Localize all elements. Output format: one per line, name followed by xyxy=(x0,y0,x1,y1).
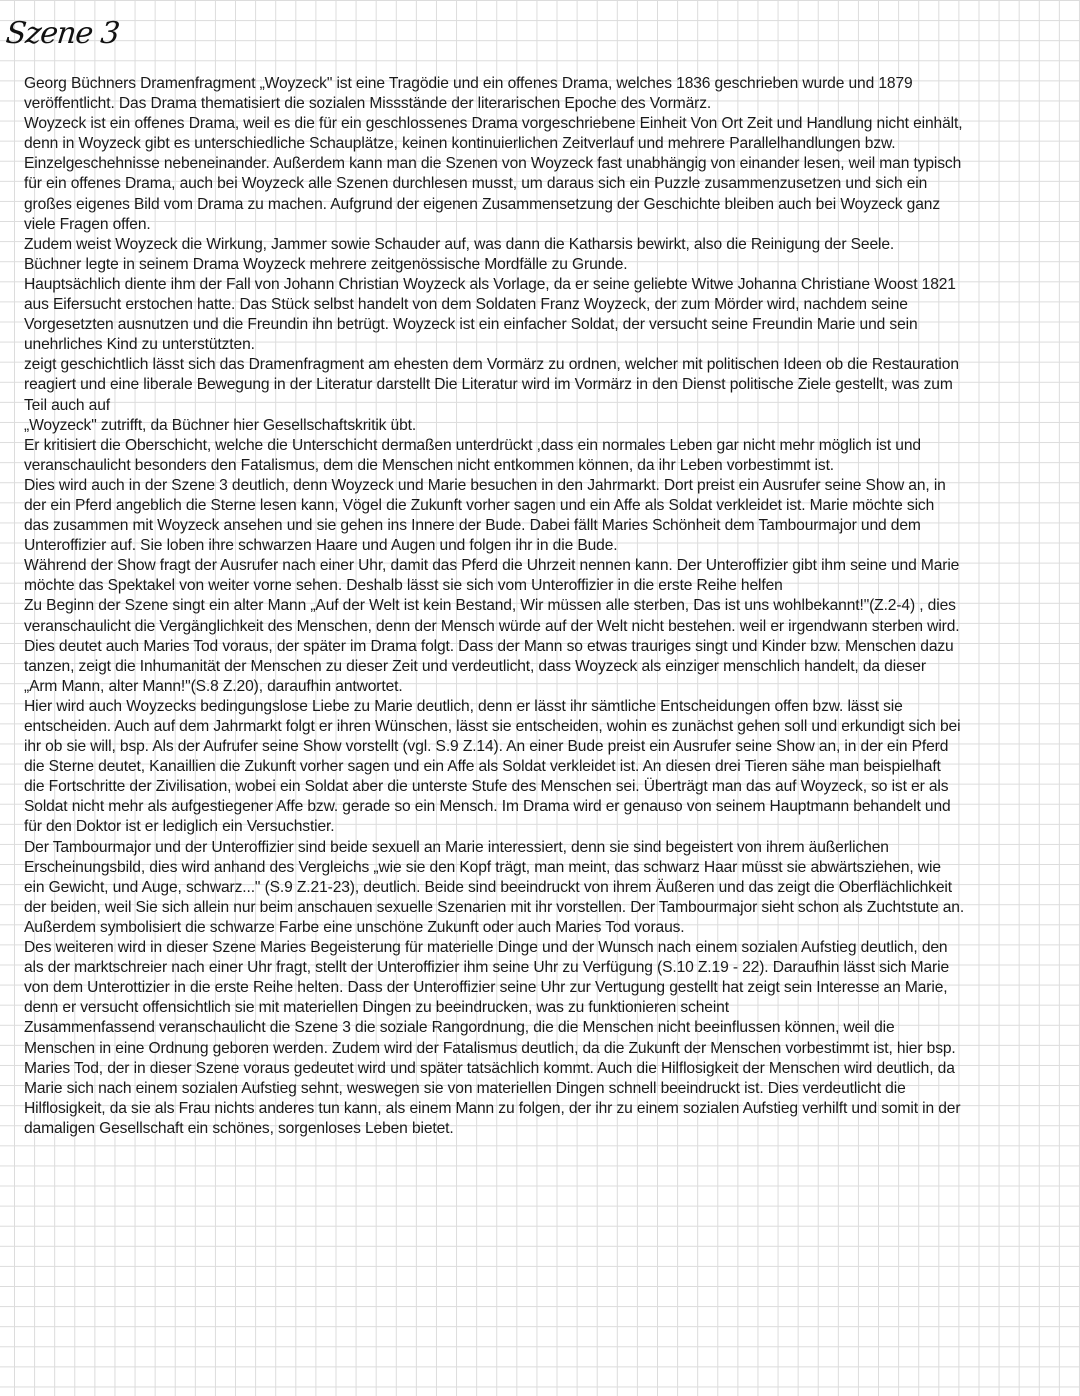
text-line: veranschaulicht besonders den Fatalismus, dem die Menschen nicht entkommen können, da ihr Leben vorbestimmt ist. xyxy=(24,456,834,474)
text-line: Teil auch auf xyxy=(24,396,110,414)
text-line: Erscheinungsbild, dies wird anhand des Vergleichs „wie sie den Kopf trägt, man meint, das schwarz Haar müsst sie abwärtsziehen, wie xyxy=(24,858,941,876)
text-line: denn er versucht offensichtlich sie mit materiellen Dingen zu beeindrucken, was zu funktionieren scheint xyxy=(24,999,729,1017)
text-line: Während der Show fragt der Ausrufer nach einer Uhr, damit das Pferd die Uhrzeit nennen kann. Der Unteroffizier gibt ihm seine und Marie xyxy=(24,557,960,575)
text-line: Woyzeck ist ein offenes Drama, weil es die für ein geschlossenes Drama vorgeschriebene Einheit Von Ort Zeit und Handlung nicht einhält, xyxy=(24,115,963,133)
text-line: Marie sich nach einem sozialen Aufstieg sehnt, weswegen sie von materiellen Dingen schnell beeindruckt ist. Dies verdeutlicht die xyxy=(24,1079,906,1097)
text-line: Vorgesetzten ausnutzen und die Freundin ihn betrügt. Woyzeck ist ein einfacher Soldat, der versucht seine Freundin Marie und sein xyxy=(24,316,918,334)
text-line: veröffentlicht. Das Drama thematisiert die sozialen Missstände der literarischen Epoche des Vormärz. xyxy=(24,95,712,113)
text-line: Dies wird auch in der Szene 3 deutlich, denn Woyzeck und Marie besuchen in den Jahrmarkt. Dort preist ein Ausrufer seine Show an, in xyxy=(24,476,946,494)
text-line: großes eigenes Bild vom Drama zu machen. Aufgrund der eigenen Zusammensetzung der Geschichte bleiben auch bei Woyzeck ganz xyxy=(24,195,941,213)
text-line: für ein offenes Drama, auch bei Woyzeck alle Szenen durchlesen musst, um daraus sich ein Puzzle zusammenzusetzen und sich ein xyxy=(24,175,928,193)
text-line: der beiden, weil Sie sich allein nur beim anschauen sexuelle Szenarien mit ihr vorstellen. Der Tambourmajor sieht schon als Zuchtstute an. xyxy=(24,898,965,916)
text-line: Hauptsächlich diente ihm der Fall von Johann Christian Woyzeck als Vorlage, da er seine geliebte Witwe Johanna Christiane Woost 1821 xyxy=(24,275,956,293)
text-line: Zu Beginn der Szene singt ein alter Mann „Auf der Welt ist kein Bestand, Wir müssen alle sterben, Das ist uns wohlbekannt!"(Z.2-4) , dies xyxy=(24,597,956,615)
text-line: Soldat nicht mehr als aufgestiegener Affe bzw. gerade so ein Mensch. Im Drama wird er genauso von seinem Hauptmann behandelt und xyxy=(24,798,951,816)
text-line: möchte das Spektakel von weiter vorne sehen. Deshalb lässt sie sich vom Unteroffizier in die erste Reihe helfen xyxy=(24,577,783,595)
text-line: Des weiteren wird in dieser Szene Maries Begeisterung für materielle Dinge und der Wunsch nach einem sozialen Aufstieg deutlich, den xyxy=(24,939,948,957)
text-line: die Fortschritte der Zivilisation, wobei ein Soldat aber die unterste Stufe des Menschen sei. Überträgt man das auf Woyzeck, so ist er als xyxy=(24,778,949,796)
text-line: als der marktschreier nach einer Uhr fragt, stellt der Unteroffizier ihm seine Uhr zu Verfügung (S.10 Z.19 - 22). Daraufhin lässt sich Marie xyxy=(24,959,950,977)
text-line: Der Tambourmajor und der Unteroffizier sind beide sexuell an Marie interessiert, denn sie sind begeistert von ihrem äußerlichen xyxy=(24,838,889,856)
text-line: tanzen, zeigt die Inhumanität der Menschen zu dieser Zeit und verdeutlicht, dass Woyzeck als einziger menschlich handelt, da dieser xyxy=(24,657,926,675)
text-line: Unteroffizier auf. Sie loben ihre schwarzen Haare und Augen und folgen ihr in die Bude. xyxy=(24,537,618,555)
text-line: viele Fragen offen. xyxy=(24,215,151,233)
text-line: ihr ob sie will, bsp. Als der Aufrufer seine Show vorstellt (vgl. S.9 Z.14). An einer Bude preist ein Ausrufer seine Show an, in der ein Pferd xyxy=(24,738,949,756)
text-line: Maries Tod, der in dieser Szene voraus gedeutet wird und später tatsächlich kommt. Auch die Hilflosigkeit der Menschen wird deutlich, da xyxy=(24,1059,955,1077)
text-line: von dem Unterottizier in die erste Reihe helten. Dass der Unteroffizier seine Uhr zur Vertugung gestellt hat zeigt sein Interesse an Marie, xyxy=(24,979,948,997)
text-line: das zusammen mit Woyzeck ansehen und sie gehen ins Innere der Bude. Dabei fällt Maries Schönheit dem Tambourmajor und dem xyxy=(24,517,921,535)
essay-body xyxy=(24,74,1064,1139)
text-line: für den Doktor ist er lediglich ein Versuchstier. xyxy=(24,818,335,836)
text-line: Georg Büchners Dramenfragment „Woyzeck" ist eine Tragödie und ein offenes Drama, welches 1836 geschrieben wurde und 1879 xyxy=(24,75,913,92)
text-line: Büchner legte in seinem Drama Woyzeck mehrere zeitgenössische Mordfälle zu Grunde. xyxy=(24,255,628,273)
text-line: aus Eifersucht erstochen hatte. Das Stück selbst handelt von dem Soldaten Franz Woyzeck, der zum Mörder wird, nachdem seine xyxy=(24,296,908,314)
text-line: damaligen Gesellschaft ein schönes, sorgenloses Leben bietet. xyxy=(24,1119,454,1137)
text-line: Zusammenfassend veranschaulicht die Szene 3 die soziale Rangordnung, die die Menschen nicht beeinflussen können, weil die xyxy=(24,1019,895,1037)
text-line: der ein Pferd angeblich die Sterne lesen kann, Vögel die Zukunft vorher sagen und ein Affe als Soldat verkleidet ist. Marie möchte sich xyxy=(24,496,935,514)
text-line: Hilflosigkeit, da sie als Frau nichts anderes tun kann, als einem Mann zu folgen, der ihr zu einem sozialen Aufstieg verhilft und somit in der xyxy=(24,1099,961,1117)
text-line: denn in Woyzeck gibt es unterschiedliche Schauplätze, keinen kontinuierlichen Zeitverlauf und mehrere Parallelhandlungen bzw. xyxy=(24,135,896,153)
text-line: veranschaulicht die Vergänglichkeit des Menschen, denn der Mensch würde auf der Welt nicht bestehen. weil er irgendwann sterben wird. xyxy=(24,617,960,635)
text-line: ein Gewicht, und Auge, schwarz..." (S.9 Z.21-23), deutlich. Beide sind beeindruckt von ihrem Äußeren und das zeigt die Oberflächlichkeit xyxy=(24,878,952,896)
text-line: zeigt geschichtlich lässt sich das Dramenfragment am ehesten dem Vormärz zu ordnen, welcher mit politischen Ideen ob die Restauration xyxy=(24,356,959,374)
text-line: „Arm Mann, alter Mann!"(S.8 Z.20), daraufhin antwortet. xyxy=(24,677,403,695)
text-line: reagiert und eine liberale Bewegung in der Literatur darstellt Die Literatur wird im Vormärz in den Dienst politische Ziele gestellt, was zum xyxy=(24,376,953,394)
text-line: „Woyzeck" zutrifft, da Büchner hier Gesellschaftskritik übt. xyxy=(24,416,417,434)
text-line: die Sterne deutet, Kanaillien die Zukunft vorher sagen und ein Affe als Soldat verkleidet ist. An diesen drei Tieren sähe man beispielhaft xyxy=(24,758,941,776)
text-line: Er kritisiert die Oberschicht, welche die Unterschicht dermaßen unterdrückt ,dass ein normales Leben gar nicht mehr möglich ist und xyxy=(24,436,921,454)
text-line: unehrliches Kind zu unterstützten. xyxy=(24,336,255,354)
text-line: Außerdem symbolisiert die schwarze Farbe eine unschöne Zukunft oder auch Maries Tod voraus. xyxy=(24,918,685,936)
text-line: Menschen in eine Ordnung geboren werden. Zudem wird der Fatalismus deutlich, da die Zukunft der Menschen vorbestimmt ist, hier bsp. xyxy=(24,1039,956,1057)
text-line: Hier wird auch Woyzecks bedingungslose Liebe zu Marie deutlich, denn er lässt ihr sämtliche Entscheidungen offen bzw. lässt sie xyxy=(24,697,903,715)
text-line: Einzelgeschehnisse nebeneinander. Außerdem kann man die Szenen von Woyzeck fast unabhängig von einander lesen, weil man typisch xyxy=(24,155,962,173)
text-line: Zudem weist Woyzeck die Wirkung, Jammer sowie Schauder auf, was dann die Katharsis bewirkt, also die Reinigung der Seele. xyxy=(24,235,895,253)
text-line: Dies deutet auch Maries Tod voraus, der später im Drama folgt. Dass der Mann so etwas trauriges singt und Kinder bzw. Menschen dazu xyxy=(24,637,954,655)
text-line: entscheiden. Auch auf dem Jahrmarkt folgt er ihren Wünschen, lässt sie entscheiden, wohin es zunächst gehen soll und erkundigt sich bei xyxy=(24,718,961,735)
page-title: Szene 3 xyxy=(4,16,121,51)
